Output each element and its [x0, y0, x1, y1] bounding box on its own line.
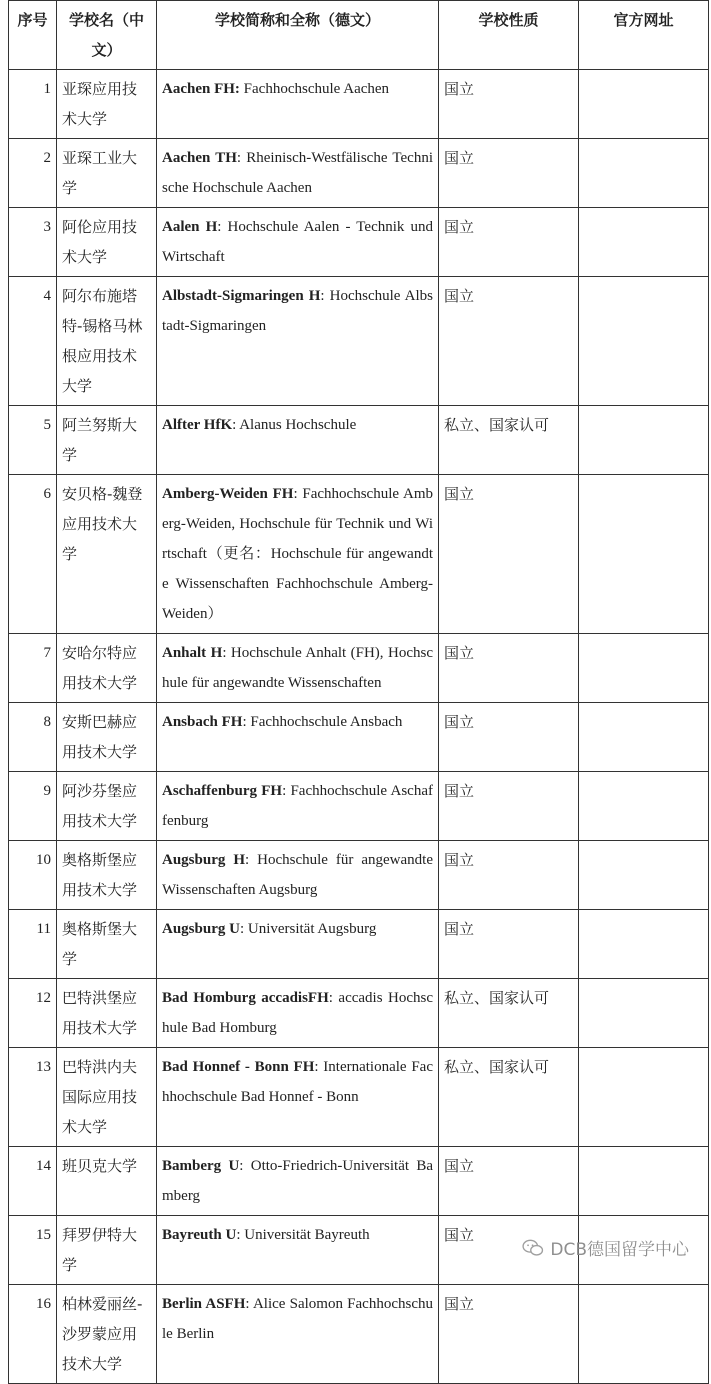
school-full-name: : Hochschule Anhalt (FH), Hochschule für angewandte Wissenschaften [162, 645, 433, 691]
school-nature: 私立、国家认可 [439, 406, 579, 475]
school-full-name: : Universität Augsburg [239, 921, 377, 937]
school-name-cn: 阿尔布施塔特-锡格马林根应用技术大学 [57, 277, 157, 406]
school-full-name: : Fachhochschule Ansbach [242, 714, 403, 730]
school-abbreviation: Bayreuth U [162, 1227, 237, 1243]
school-abbreviation: Augsburg U [162, 921, 240, 937]
school-website [579, 772, 709, 841]
header-website: 官方网址 [579, 1, 709, 70]
school-nature: 国立 [439, 208, 579, 277]
school-name-cn: 班贝克大学 [57, 1147, 157, 1216]
school-full-name: : Universität Bayreuth [236, 1227, 370, 1243]
school-website [579, 1147, 709, 1216]
school-nature: 国立 [439, 277, 579, 406]
header-num: 序号 [9, 1, 57, 70]
school-nature: 国立 [439, 841, 579, 910]
school-abbreviation: Aschaffenburg FH [162, 783, 283, 799]
school-nature: 国立 [439, 703, 579, 772]
watermark-text: DCB德国留学中心 [550, 1240, 689, 1260]
table-row [9, 475, 709, 634]
header-nature: 学校性质 [439, 1, 579, 70]
row-number: 9 [9, 772, 57, 841]
school-website [579, 703, 709, 772]
school-name-de [157, 979, 439, 1048]
table-header-row [9, 1, 709, 70]
row-number: 8 [9, 703, 57, 772]
school-nature: 国立 [439, 634, 579, 703]
school-abbreviation: Anhalt H [162, 645, 223, 661]
school-abbreviation: Ansbach FH [162, 714, 243, 730]
school-full-name: : Fachhochschule Amberg-Weiden, Hochschule für Technik und Wirtschaft（更名：Hochschule für angewandte Wissenschaften Fachhochschule Amberg-Weiden） [162, 486, 433, 622]
school-name-de [157, 1147, 439, 1216]
school-nature: 私立、国家认可 [439, 979, 579, 1048]
school-website [579, 208, 709, 277]
school-nature: 国立 [439, 1216, 579, 1285]
school-website [579, 634, 709, 703]
school-abbreviation: Berlin ASFH [162, 1296, 246, 1312]
school-full-name: : Internationale Fachhochschule Bad Honnef - Bonn [162, 1059, 433, 1105]
school-nature: 国立 [439, 910, 579, 979]
school-name-cn: 奥格斯堡大学 [57, 910, 157, 979]
table-row [9, 406, 709, 475]
school-website [579, 406, 709, 475]
school-full-name: : Alanus Hochschule [232, 417, 357, 433]
school-name-cn: 巴特洪内夫国际应用技术大学 [57, 1048, 157, 1147]
school-name-cn: 安贝格-魏登应用技术大学 [57, 475, 157, 634]
header-name-cn: 学校名（中文） [57, 1, 157, 70]
school-name-de [157, 1216, 439, 1285]
table-row [9, 910, 709, 979]
school-name-cn: 阿兰努斯大学 [57, 406, 157, 475]
school-name-cn: 拜罗伊特大学 [57, 1216, 157, 1285]
school-name-de [157, 70, 439, 139]
school-website [579, 475, 709, 634]
school-full-name: : accadis Hochschule Bad Homburg [162, 990, 433, 1036]
table-row [9, 1147, 709, 1216]
schools-table [8, 0, 709, 1384]
school-nature: 国立 [439, 475, 579, 634]
school-website [579, 841, 709, 910]
header-name-de: 学校简称和全称（德文） [157, 1, 439, 70]
school-nature: 国立 [439, 1285, 579, 1384]
school-nature: 国立 [439, 139, 579, 208]
school-name-de [157, 406, 439, 475]
school-name-de [157, 475, 439, 634]
school-full-name: : Rheinisch-Westfälische Technische Hochschule Aachen [162, 150, 433, 196]
table-row [9, 634, 709, 703]
school-abbreviation: Aachen FH: [162, 81, 240, 97]
wechat-icon [522, 1239, 544, 1257]
row-number: 16 [9, 1285, 57, 1384]
table-row [9, 772, 709, 841]
school-website [579, 139, 709, 208]
row-number: 14 [9, 1147, 57, 1216]
row-number: 6 [9, 475, 57, 634]
school-full-name: : Hochschule für angewandte Wissenschaften Augsburg [162, 852, 433, 898]
row-number: 5 [9, 406, 57, 475]
row-number: 10 [9, 841, 57, 910]
school-nature: 国立 [439, 70, 579, 139]
school-nature: 私立、国家认可 [439, 1048, 579, 1147]
watermark [522, 1235, 689, 1260]
school-name-de [157, 139, 439, 208]
school-website [579, 979, 709, 1048]
school-website [579, 277, 709, 406]
table-row [9, 70, 709, 139]
school-name-cn: 亚琛应用技术大学 [57, 70, 157, 139]
school-name-cn: 阿沙芬堡应用技术大学 [57, 772, 157, 841]
school-name-cn: 巴特洪堡应用技术大学 [57, 979, 157, 1048]
school-abbreviation: Bad Homburg accadisFH [162, 990, 329, 1006]
school-abbreviation: Alfter HfK [162, 417, 233, 433]
school-full-name: : Alice Salomon Fachhochschule Berlin [162, 1296, 433, 1342]
school-nature: 国立 [439, 1147, 579, 1216]
school-name-cn: 阿伦应用技术大学 [57, 208, 157, 277]
school-name-de [157, 208, 439, 277]
school-name-cn: 亚琛工业大学 [57, 139, 157, 208]
row-number: 12 [9, 979, 57, 1048]
school-website [579, 1285, 709, 1384]
school-full-name: Fachhochschule Aachen [239, 81, 390, 97]
school-full-name: : Hochschule Albstadt-Sigmaringen [162, 288, 433, 334]
school-website [579, 70, 709, 139]
school-name-cn: 柏林爱丽丝-沙罗蒙应用技术大学 [57, 1285, 157, 1384]
school-full-name: : Fachhochschule Aschaffenburg [162, 783, 433, 829]
school-name-de [157, 277, 439, 406]
school-full-name: : Otto-Friedrich-Universität Bamberg [162, 1158, 434, 1204]
school-name-cn: 安哈尔特应用技术大学 [57, 634, 157, 703]
table-row [9, 139, 709, 208]
school-website [579, 910, 709, 979]
row-number: 4 [9, 277, 57, 406]
school-abbreviation: Albstadt-Sigmaringen H [162, 288, 321, 304]
table-row [9, 979, 709, 1048]
school-abbreviation: Aachen TH [162, 150, 237, 166]
row-number: 13 [9, 1048, 57, 1147]
row-number: 2 [9, 139, 57, 208]
school-name-de [157, 841, 439, 910]
school-name-de [157, 634, 439, 703]
table-row [9, 703, 709, 772]
school-nature: 国立 [439, 772, 579, 841]
school-name-cn: 安斯巴赫应用技术大学 [57, 703, 157, 772]
row-number: 11 [9, 910, 57, 979]
table-row [9, 277, 709, 406]
school-name-de [157, 910, 439, 979]
row-number: 7 [9, 634, 57, 703]
school-abbreviation: Aalen H [162, 219, 218, 235]
table-row [9, 208, 709, 277]
table-row [9, 1285, 709, 1384]
school-name-de [157, 1048, 439, 1147]
school-name-de [157, 703, 439, 772]
school-abbreviation: Amberg-Weiden FH [162, 486, 294, 502]
school-name-cn: 奥格斯堡应用技术大学 [57, 841, 157, 910]
school-name-de [157, 1285, 439, 1384]
school-abbreviation: Augsburg H [162, 852, 245, 868]
row-number: 15 [9, 1216, 57, 1285]
row-number: 3 [9, 208, 57, 277]
school-name-de [157, 772, 439, 841]
school-website [579, 1048, 709, 1147]
school-full-name: : Hochschule Aalen - Technik und Wirtschaft [162, 219, 433, 265]
school-abbreviation: Bamberg U [162, 1158, 240, 1174]
table-row [9, 1048, 709, 1147]
table-row [9, 841, 709, 910]
row-number: 1 [9, 70, 57, 139]
school-abbreviation: Bad Honnef - Bonn FH [162, 1059, 315, 1075]
